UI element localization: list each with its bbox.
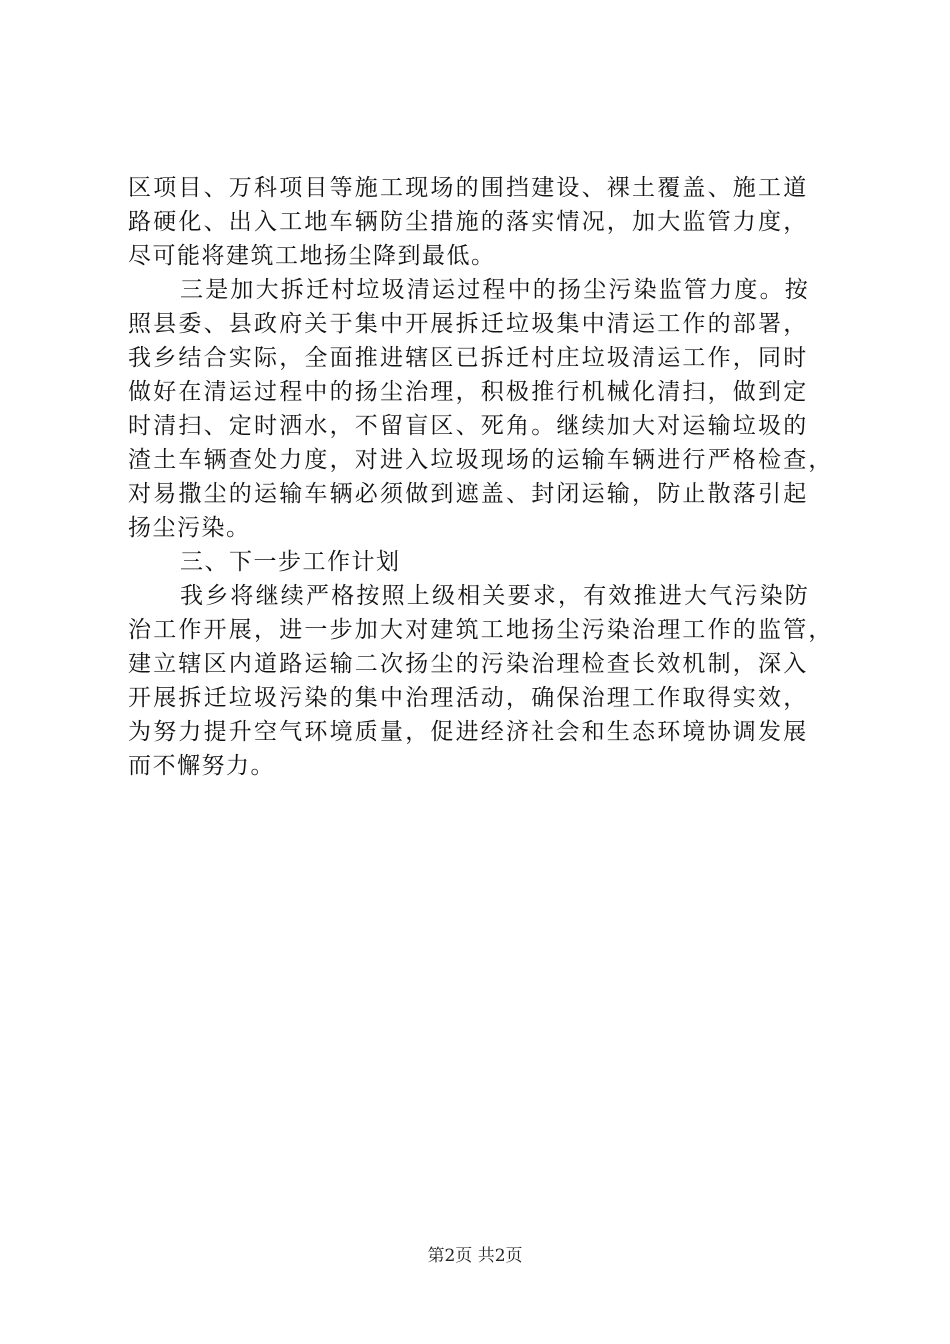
text-line: 治工作开展，进一步加大对建筑工地扬尘污染治理工作的监管， [128, 617, 834, 643]
paragraph-first-line: 我乡将继续严格按照上级相关要求，有效推进大气污染防 [180, 583, 810, 609]
text-line: 时清扫、定时洒水，不留盲区、死角。继续加大对运输垃圾的 [128, 413, 809, 439]
text-line: 对易撒尘的运输车辆必须做到遮盖、封闭运输，防止散落引起 [128, 481, 809, 507]
text-line: 照县委、县政府关于集中开展拆迁垃圾集中清运工作的部署， [128, 311, 809, 337]
text-line: 为努力提升空气环境质量，促进经济社会和生态环境协调发展 [128, 719, 809, 745]
text-line: 我乡结合实际，全面推进辖区已拆迁村庄垃圾清运工作，同时 [128, 345, 809, 371]
text-line: 开展拆迁垃圾污染的集中治理活动，确保治理工作取得实效， [128, 685, 809, 711]
text-line: 而不懈努力。 [128, 753, 275, 779]
document-body [128, 171, 834, 783]
paragraph-first-line: 三是加大拆迁村垃圾清运过程中的扬尘污染监管力度。按 [180, 277, 810, 303]
text-line: 区项目、万科项目等施工现场的围挡建设、裸土覆盖、施工道 [128, 175, 809, 201]
text-line: 渣土车辆查处力度，对进入垃圾现场的运输车辆进行严格检查， [128, 447, 834, 473]
text-line: 扬尘污染。 [128, 515, 251, 541]
text-line: 路硬化、出入工地车辆防尘措施的落实情况，加大监管力度， [128, 209, 809, 235]
text-line: 建立辖区内道路运输二次扬尘的污染治理检查长效机制，深入 [128, 651, 809, 677]
page-number-footer: 第2页 共2页 [427, 1246, 523, 1266]
section-heading: 三、下一步工作计划 [180, 549, 401, 575]
text-line: 尽可能将建筑工地扬尘降到最低。 [128, 243, 496, 269]
text-line: 做好在清运过程中的扬尘治理，积极推行机械化清扫，做到定 [128, 379, 809, 405]
